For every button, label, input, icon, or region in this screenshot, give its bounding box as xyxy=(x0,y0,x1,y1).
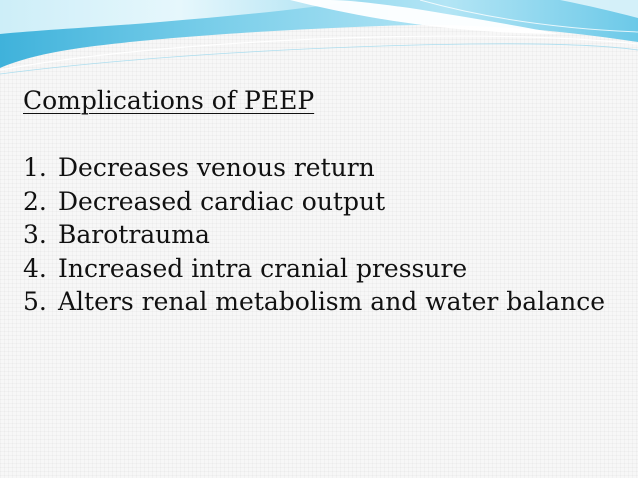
list-item xyxy=(23,151,623,185)
list-item xyxy=(23,285,623,319)
list-item-number: 5. xyxy=(23,287,47,316)
list-item-number: 2. xyxy=(23,186,47,216)
list-item xyxy=(23,185,623,219)
list-item-text: Decreased cardiac output xyxy=(58,186,386,216)
slide-title: Complications of PEEP xyxy=(23,86,315,115)
list-item-number: 3. xyxy=(23,220,47,249)
slide-content xyxy=(23,84,623,319)
list-item-text: Increased intra cranial pressure xyxy=(58,253,468,283)
list-item-number: 1. xyxy=(23,153,47,182)
complications-list xyxy=(23,151,623,319)
list-item-text: Decreases venous return xyxy=(58,153,375,182)
list-item-text: Alters renal metabolism and water balance xyxy=(58,287,605,316)
wave-line-2 xyxy=(0,44,638,74)
wave-header-decoration xyxy=(0,0,638,80)
list-item-number: 4. xyxy=(23,253,47,283)
list-item xyxy=(23,252,623,286)
list-item-text: Barotrauma xyxy=(58,220,210,249)
list-item xyxy=(23,218,623,252)
